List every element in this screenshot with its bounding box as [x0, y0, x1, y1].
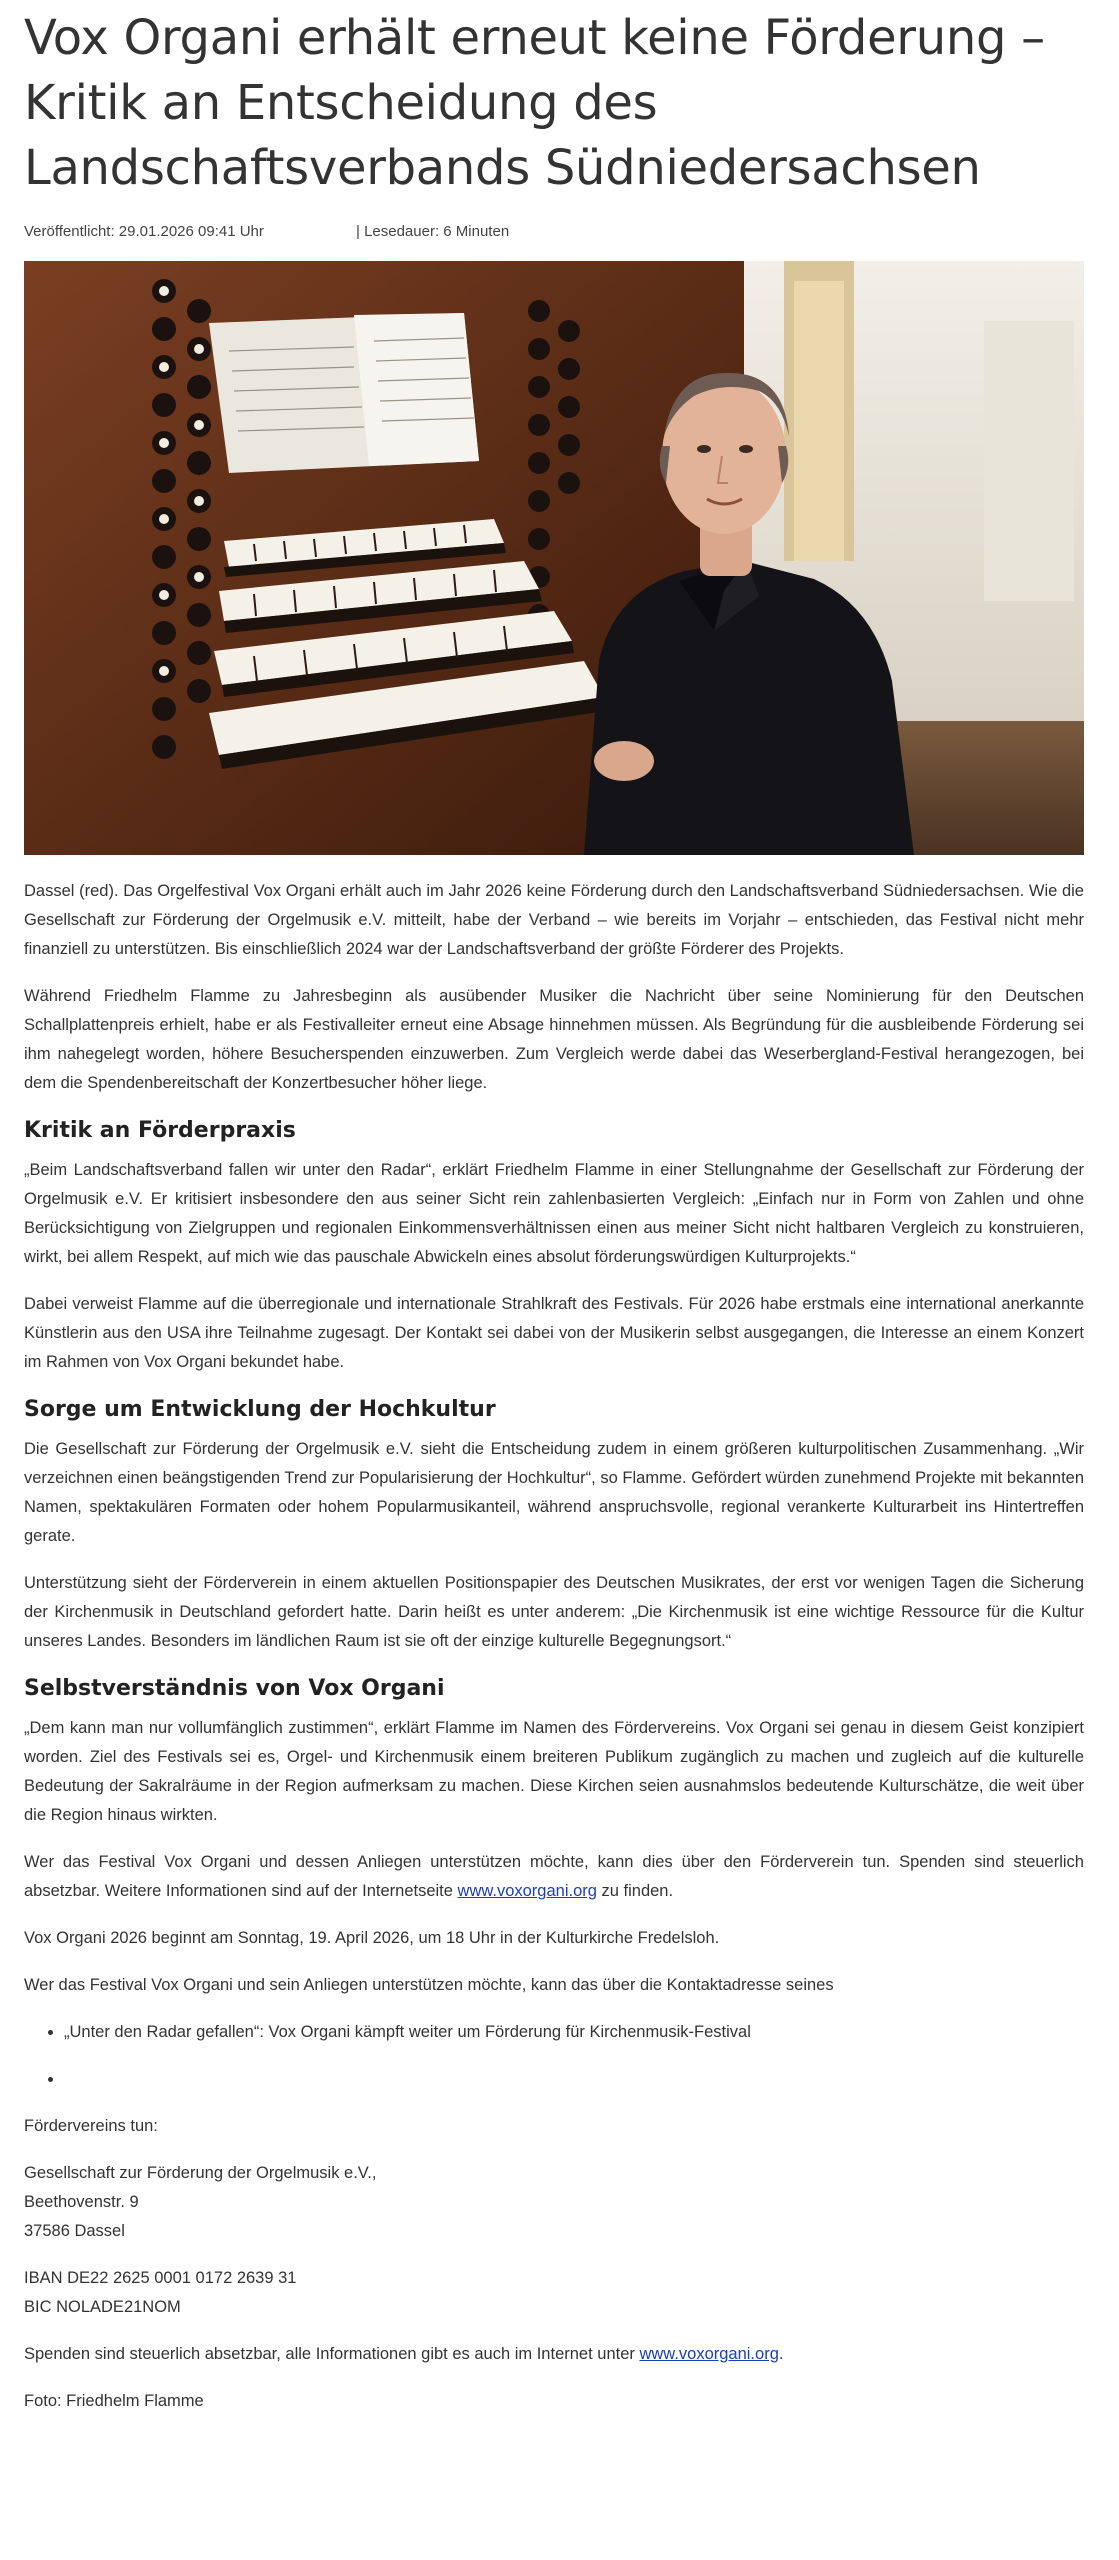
- kritik-paragraph-2: Dabei verweist Flamme auf die überregionale und internationale Strahlkraft des Festivals. Für 2026 habe erstmals eine international anerkannte Künstlerin aus den USA ihre Teilnahme zugesagt. Der Kontakt sei dabei von der Musikerin selbst ausgegangen, die Interesse an einem Konzert im Rahmen von Vox Organi bekundet habe.: [24, 1295, 1084, 1371]
- kritik-paragraph-1: „Beim Landschaftsverband fallen wir unter den Radar“, erklärt Friedhelm Flamme in einer Stellungnahme der Gesellschaft zur Förderung der Orgelmusik e.V. Er kritisiert insbesondere den aus seiner Sicht rein zahlenbasierten Vergleich: „Einfach nur in Form von Zahlen und ohne Berücksichtigung von Zielgruppen und regionalen Einkommensverhältnissen einen aus meiner Sicht nicht haltbaren Vergleich zu konstruieren, wirkt, bei allem Respekt, auf mich wie das pauschale Abwickeln eines absolut förderungswürdigen Kulturprojekts.“: [24, 1161, 1084, 1266]
- contact-address: [24, 2159, 1084, 2246]
- bank-iban: IBAN DE22 2625 0001 0172 2639 31: [24, 2269, 297, 2287]
- contact-intro: Wer das Festival Vox Organi und sein Anliegen unterstützen möchte, kann das über die Kontaktadresse seines: [24, 1976, 834, 1994]
- address-street: Beethovenstr. 9: [24, 2193, 139, 2211]
- related-articles-list: [24, 2018, 1084, 2094]
- intro-paragraph-2: Während Friedhelm Flamme zu Jahresbeginn als ausübender Musiker die Nachricht über seine Nominierung für den Deutschen Schallplattenpreis erhielt, habe er als Festivalleiter erneut eine Absage hinnehmen müssen. Als Begründung für die ausbleibende Förderung sei ihm nahegelegt worden, höhere Besucherspenden einzuwerben. Zum Vergleich werde dabei das Weserbergland-Festival herangezogen, bei dem die Spendenbereitschaft der Konzertbesucher höher liege.: [24, 987, 1084, 1092]
- address-name: Gesellschaft zur Förderung der Orgelmusik e.V.,: [24, 2164, 377, 2182]
- related-article-item-empty: [64, 2065, 1084, 2094]
- donation-text-after: .: [778, 2345, 784, 2363]
- photo-credit: Foto: Friedhelm Flamme: [24, 2392, 204, 2410]
- section-heading-kritik: Kritik an Förderpraxis: [24, 1118, 296, 1143]
- article-meta: [24, 223, 1084, 247]
- related-article-item[interactable]: • „Unter den Radar gefallen“: Vox Organi kämpft weiter um Förderung für Kirchenmusik-Festival: [64, 2018, 1084, 2047]
- section-heading-hochkultur: Sorge um Entwicklung der Hochkultur: [24, 1397, 496, 1422]
- intro-paragraph-1: Dassel (red). Das Orgelfestival Vox Organi erhält auch im Jahr 2026 keine Förderung durch den Landschaftsverband Südniedersachsen. Wie die Gesellschaft zur Förderung der Orgelmusik e.V. mitteilt, habe der Verband – wie bereits im Vorjahr – entschieden, das Festival nicht mehr finanziell zu unterstützen. Bis einschließlich 2024 war der Landschaftsverband der größte Förderer des Projekts.: [24, 882, 1084, 958]
- address-city: 37586 Dassel: [24, 2222, 125, 2240]
- support-paragraph: [24, 1848, 1084, 1906]
- website-link[interactable]: www.voxorgani.org: [457, 1882, 597, 1900]
- article-body: [24, 877, 1084, 2416]
- article-photo: [24, 261, 1084, 855]
- donation-text-before: Spenden sind steuerlich absetzbar, alle Informationen gibt es auch im Internet unter: [24, 2345, 640, 2363]
- donation-paragraph: [24, 2340, 1084, 2369]
- article-title: Vox Organi erhält erneut keine Förderung – Kritik an Entscheidung des Landschaftsverbands Südniedersachsen: [24, 10, 1045, 196]
- donation-website-link[interactable]: www.voxorgani.org: [639, 2345, 779, 2363]
- selbstverstaendnis-paragraph: „Dem kann man nur vollumfänglich zustimmen“, erklärt Flamme im Namen des Fördervereins. Vox Organi sei genau in diesem Geist konzipiert worden. Ziel des Festivals sei es, Orgel- und Kirchenmusik einem breiteren Publikum zugänglich zu machen und zugleich auf die kulturelle Bedeutung der Sakralräume in der Region aufmerksam zu machen. Diese Kirchen seien ausnahmslos bedeutende Kulturschätze, die weit über die Region hinaus wirkten.: [24, 1719, 1084, 1824]
- published-date: Veröffentlicht: 29.01.2026 09:41 Uhr: [24, 223, 264, 240]
- event-info: Vox Organi 2026 beginnt am Sonntag, 19. April 2026, um 18 Uhr in der Kulturkirche Fredelsloh.: [24, 1929, 720, 1947]
- bank-details: [24, 2264, 1084, 2322]
- hochkultur-paragraph-1: Die Gesellschaft zur Förderung der Orgelmusik e.V. sieht die Entscheidung zudem in einem größeren kulturpolitischen Zusammenhang. „Wir verzeichnen einen beängstigenden Trend zur Popularisierung der Hochkultur“, so Flamme. Gefördert würden zunehmend Projekte mit bekannten Namen, spektakulären Formaten oder hohem Popularmusikanteil, während anspruchsvolle, regional verankerte Kulturarbeit ins Hintertreffen gerate.: [24, 1440, 1084, 1545]
- read-time: | Lesedauer: 6 Minuten: [356, 223, 510, 240]
- contact-continued: Fördervereins tun:: [24, 2117, 158, 2135]
- section-heading-selbstverstaendnis: Selbstverständnis von Vox Organi: [24, 1676, 445, 1701]
- support-text-before: Wer das Festival Vox Organi und dessen Anliegen unterstützen möchte, kann dies über den Förderverein tun. Spenden sind steuerlich absetzbar. Weitere Informationen sind auf der Internetseite: [24, 1853, 1084, 1900]
- bank-bic: BIC NOLADE21NOM: [24, 2298, 181, 2316]
- hochkultur-paragraph-2: Unterstützung sieht der Förderverein in einem aktuellen Positionspapier des Deutschen Musikrates, der erst vor wenigen Tagen die Sicherung der Kirchenmusik in Deutschland gefordert hatte. Darin heißt es unter anderem: „Die Kirchenmusik ist eine wichtige Ressource für die Kultur unseres Landes. Besonders im ländlichen Raum ist sie oft der einzige kulturelle Begegnungsort.“: [24, 1574, 1084, 1650]
- support-text-after: zu finden.: [596, 1882, 674, 1900]
